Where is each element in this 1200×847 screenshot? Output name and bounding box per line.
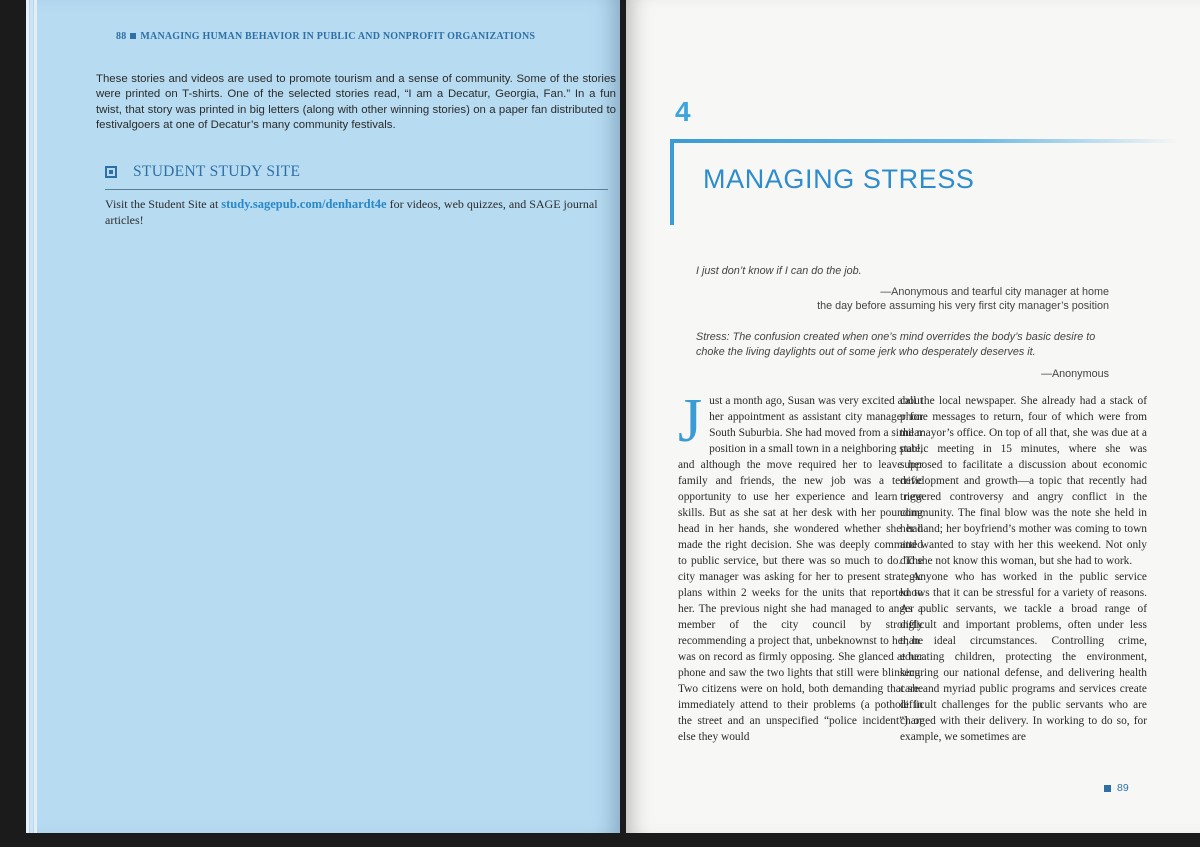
epigraph-quote: I just don’t know if I can do the job. bbox=[696, 265, 862, 277]
right-page bbox=[626, 0, 1200, 833]
chapter-number: 4 bbox=[675, 96, 691, 127]
epigraph-attribution: —Anonymous and tearful city manager at home bbox=[880, 286, 1109, 298]
study-site-heading bbox=[105, 163, 300, 181]
drop-cap: J bbox=[678, 387, 703, 455]
chapter-rule bbox=[670, 139, 1180, 143]
box-paragraph: These stories and videos are used to promote tourism and a sense of community. Some of the stories were printed on T-shirts. One of the selected stories read, “I am a Decatur, Georgia, Fan.” In a fun twist, that story was printed in big letters (along with other winning stories) on a paper fan distributed to festivalgoers at one of Decatur’s many community festivals. bbox=[96, 73, 616, 132]
chapter-title: MANAGING STRESS bbox=[703, 164, 975, 194]
study-site-heading-text: STUDENT STUDY SITE bbox=[133, 163, 301, 180]
epigraph-quote: choke the living daylights out of some jerk who desperately deserves it. bbox=[696, 346, 1036, 358]
page-edge bbox=[34, 0, 37, 833]
book-title: MANAGING HUMAN BEHAVIOR IN PUBLIC AND NONPROFIT ORGANIZATIONS bbox=[140, 31, 536, 42]
running-head bbox=[116, 31, 535, 42]
body-paragraph: ust a month ago, Susan was very excited about her appointment as assistant city manager for South Suburbia. She had moved from a similar position in a small town in a neighboring state, and although the move required her to leave her family and friends, the new job was a terrific opportunity to use her experience and learn new skills. But as she sat at her desk with her pounding head in her hands, she wondered whether she had made the right decision. She was deeply committed to public service, but there was so much to do. The city manager was asking for her to present strategic plans within 2 weeks for the units that reported to her. The previous night she had managed to anger a member of the city council by strongly recommending a project that, unbeknownst to her, he was on record as firmly opposing. She glanced at her phone and saw the two lights that still were blinking. Two citizens were on hold, both demanding that she immediately attend to their problems (a pothole in the street and an unspecified “police incident”) or else they would bbox=[678, 395, 924, 743]
body-column-right bbox=[900, 393, 1147, 745]
left-page bbox=[26, 0, 620, 833]
study-site-icon bbox=[105, 166, 117, 178]
epigraph-attribution: the day before assuming his very first city manager’s position bbox=[817, 300, 1109, 312]
body-paragraph: call the local newspaper. She already had a stack of phone messages to return, four of which were from the mayor’s office. On top of all that, she was due at a public meeting in 15 minutes, where she was supposed to facilitate a discussion about economic development and growth—a topic that recently had triggered controversy and angry conflict in the community. The final blow was the note she held in her hand; her boyfriend’s mother was coming to town and wanted to stay with her this weekend. Not only did she not know this woman, but she had to work. bbox=[900, 395, 1147, 567]
chapter-rule-vertical bbox=[670, 140, 674, 225]
study-site-text bbox=[105, 196, 608, 228]
epigraph-quote: Stress: The confusion created when one’s mind overrides the body’s basic desire to bbox=[696, 331, 1096, 343]
epigraph-attribution: —Anonymous bbox=[1041, 368, 1109, 380]
page-edge bbox=[30, 0, 33, 833]
page-number: 89 bbox=[1117, 782, 1129, 794]
study-site-text-after: for videos, web quizzes, and SAGE journal articles! bbox=[105, 197, 598, 227]
page-number: 88 bbox=[116, 31, 127, 42]
study-site-link[interactable]: study.sagepub.com/denhardt4e bbox=[221, 197, 387, 211]
body-paragraph: Anyone who has worked in the public service knows that it can be stressful for a variety of reasons. As public servants, we tackle a broad range of difficult and important problems, often under less than ideal circumstances. Controlling crime, educating children, protecting the environment, securing our national defense, and delivering health care and myriad public programs and services create difficult challenges for the public servants who are charged with their delivery. In working to do so, for example, we sometimes are bbox=[900, 571, 1147, 743]
square-bullet-icon bbox=[1104, 785, 1111, 792]
folio bbox=[1104, 782, 1129, 794]
study-site-text-before: Visit the Student Site at bbox=[105, 197, 222, 211]
body-column-left bbox=[678, 387, 924, 745]
divider bbox=[105, 189, 608, 190]
page-edge bbox=[26, 0, 29, 833]
square-bullet-icon bbox=[130, 33, 136, 39]
